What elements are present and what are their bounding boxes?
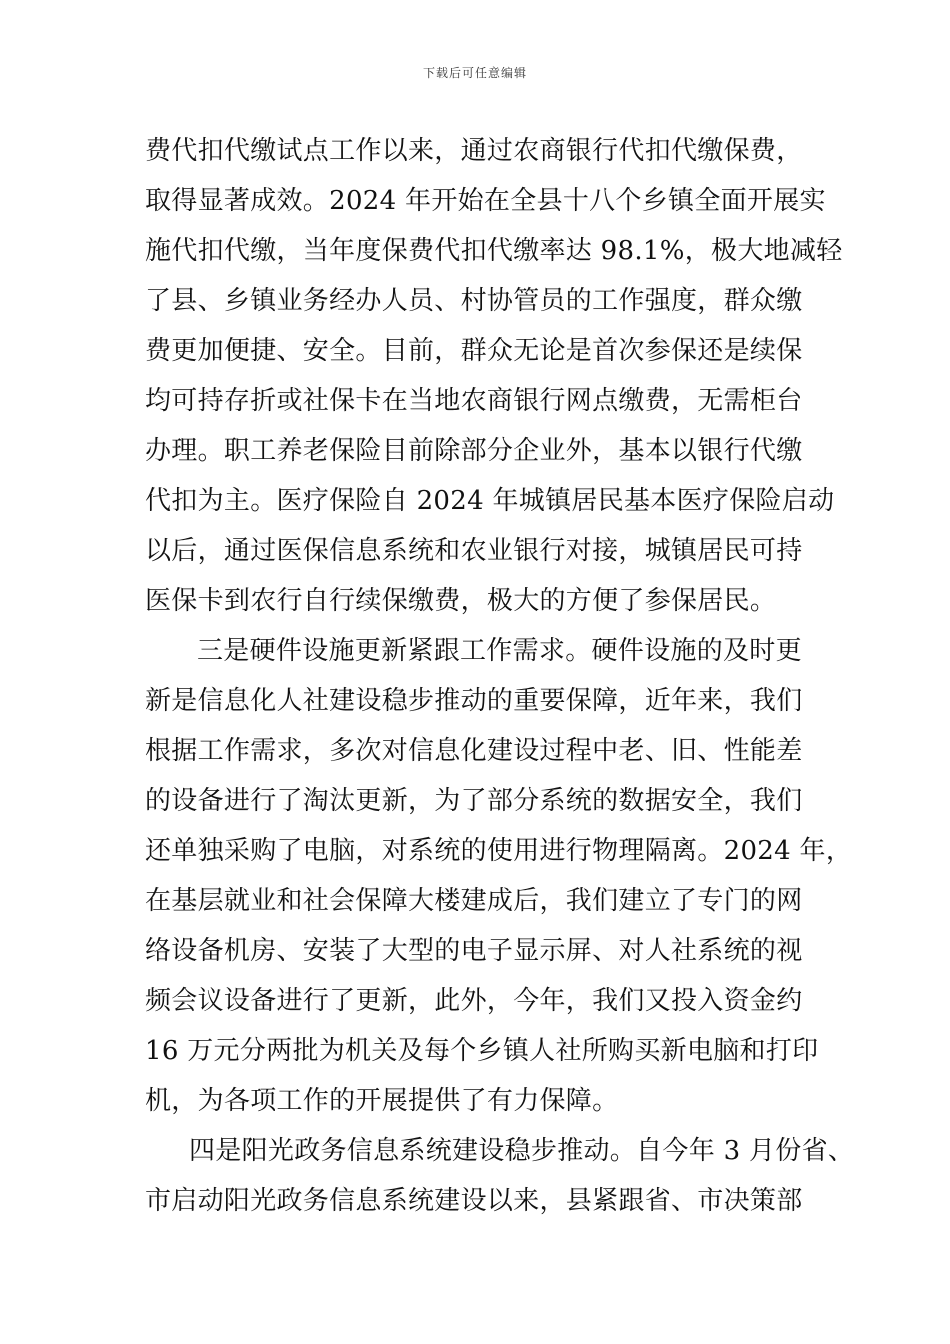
text-line: 机，为各项工作的开展提供了有力保障。 [145,1086,619,1116]
paragraph-start-line: 三是硬件设施更新紧跟工作需求。硬件设施的及时更 [197,636,802,666]
text-line: 16 万元分两批为机关及每个乡镇人社所购买新电脑和打印 [145,1036,819,1066]
text-line: 以后，通过医保信息系统和农业银行对接，城镇居民可持 [145,536,803,566]
text-line: 新是信息化人社建设稳步推动的重要保障，近年来，我们 [145,686,803,716]
paragraph-start-line: 四是阳光政务信息系统建设稳步推动。自今年 3 月份省、 [189,1136,855,1166]
text-line: 频会议设备进行了更新，此外，今年，我们又投入资金约 [145,986,803,1016]
text-line: 费更加便捷、安全。目前，群众无论是首次参保还是续保 [145,336,803,366]
text-line: 代扣为主。医疗保险自 2024 年城镇居民基本医疗保险启动 [145,486,835,516]
text-line: 在基层就业和社会保障大楼建成后，我们建立了专门的网 [145,886,803,916]
text-line: 市启动阳光政务信息系统建设以来，县紧跟省、市决策部 [145,1186,803,1216]
text-line: 医保卡到农行自行续保缴费，极大的方便了参保居民。 [145,586,777,616]
text-line: 施代扣代缴，当年度保费代扣代缴率达 98.1%，极大地减轻 [145,236,843,266]
text-line: 费代扣代缴试点工作以来，通过农商银行代扣代缴保费， [145,136,803,166]
page-header: 下载后可任意编辑 [422,66,527,80]
text-line: 还单独采购了电脑，对系统的使用进行物理隔离。2024 年， [145,836,853,866]
text-line: 根据工作需求，多次对信息化建设过程中老、旧、性能差 [145,736,803,766]
text-line: 的设备进行了淘汰更新，为了部分系统的数据安全，我们 [145,786,803,816]
text-line: 络设备机房、安装了大型的电子显示屏、对人社系统的视 [145,936,803,966]
text-line: 了县、乡镇业务经办人员、村协管员的工作强度，群众缴 [145,286,803,316]
text-line: 均可持存折或社保卡在当地农商银行网点缴费，无需柜台 [145,386,803,416]
text-line: 取得显著成效。2024 年开始在全县十八个乡镇全面开展实 [145,186,826,216]
document-body [145,126,855,1226]
text-line: 办理。职工养老保险目前除部分企业外，基本以银行代缴 [145,436,803,466]
